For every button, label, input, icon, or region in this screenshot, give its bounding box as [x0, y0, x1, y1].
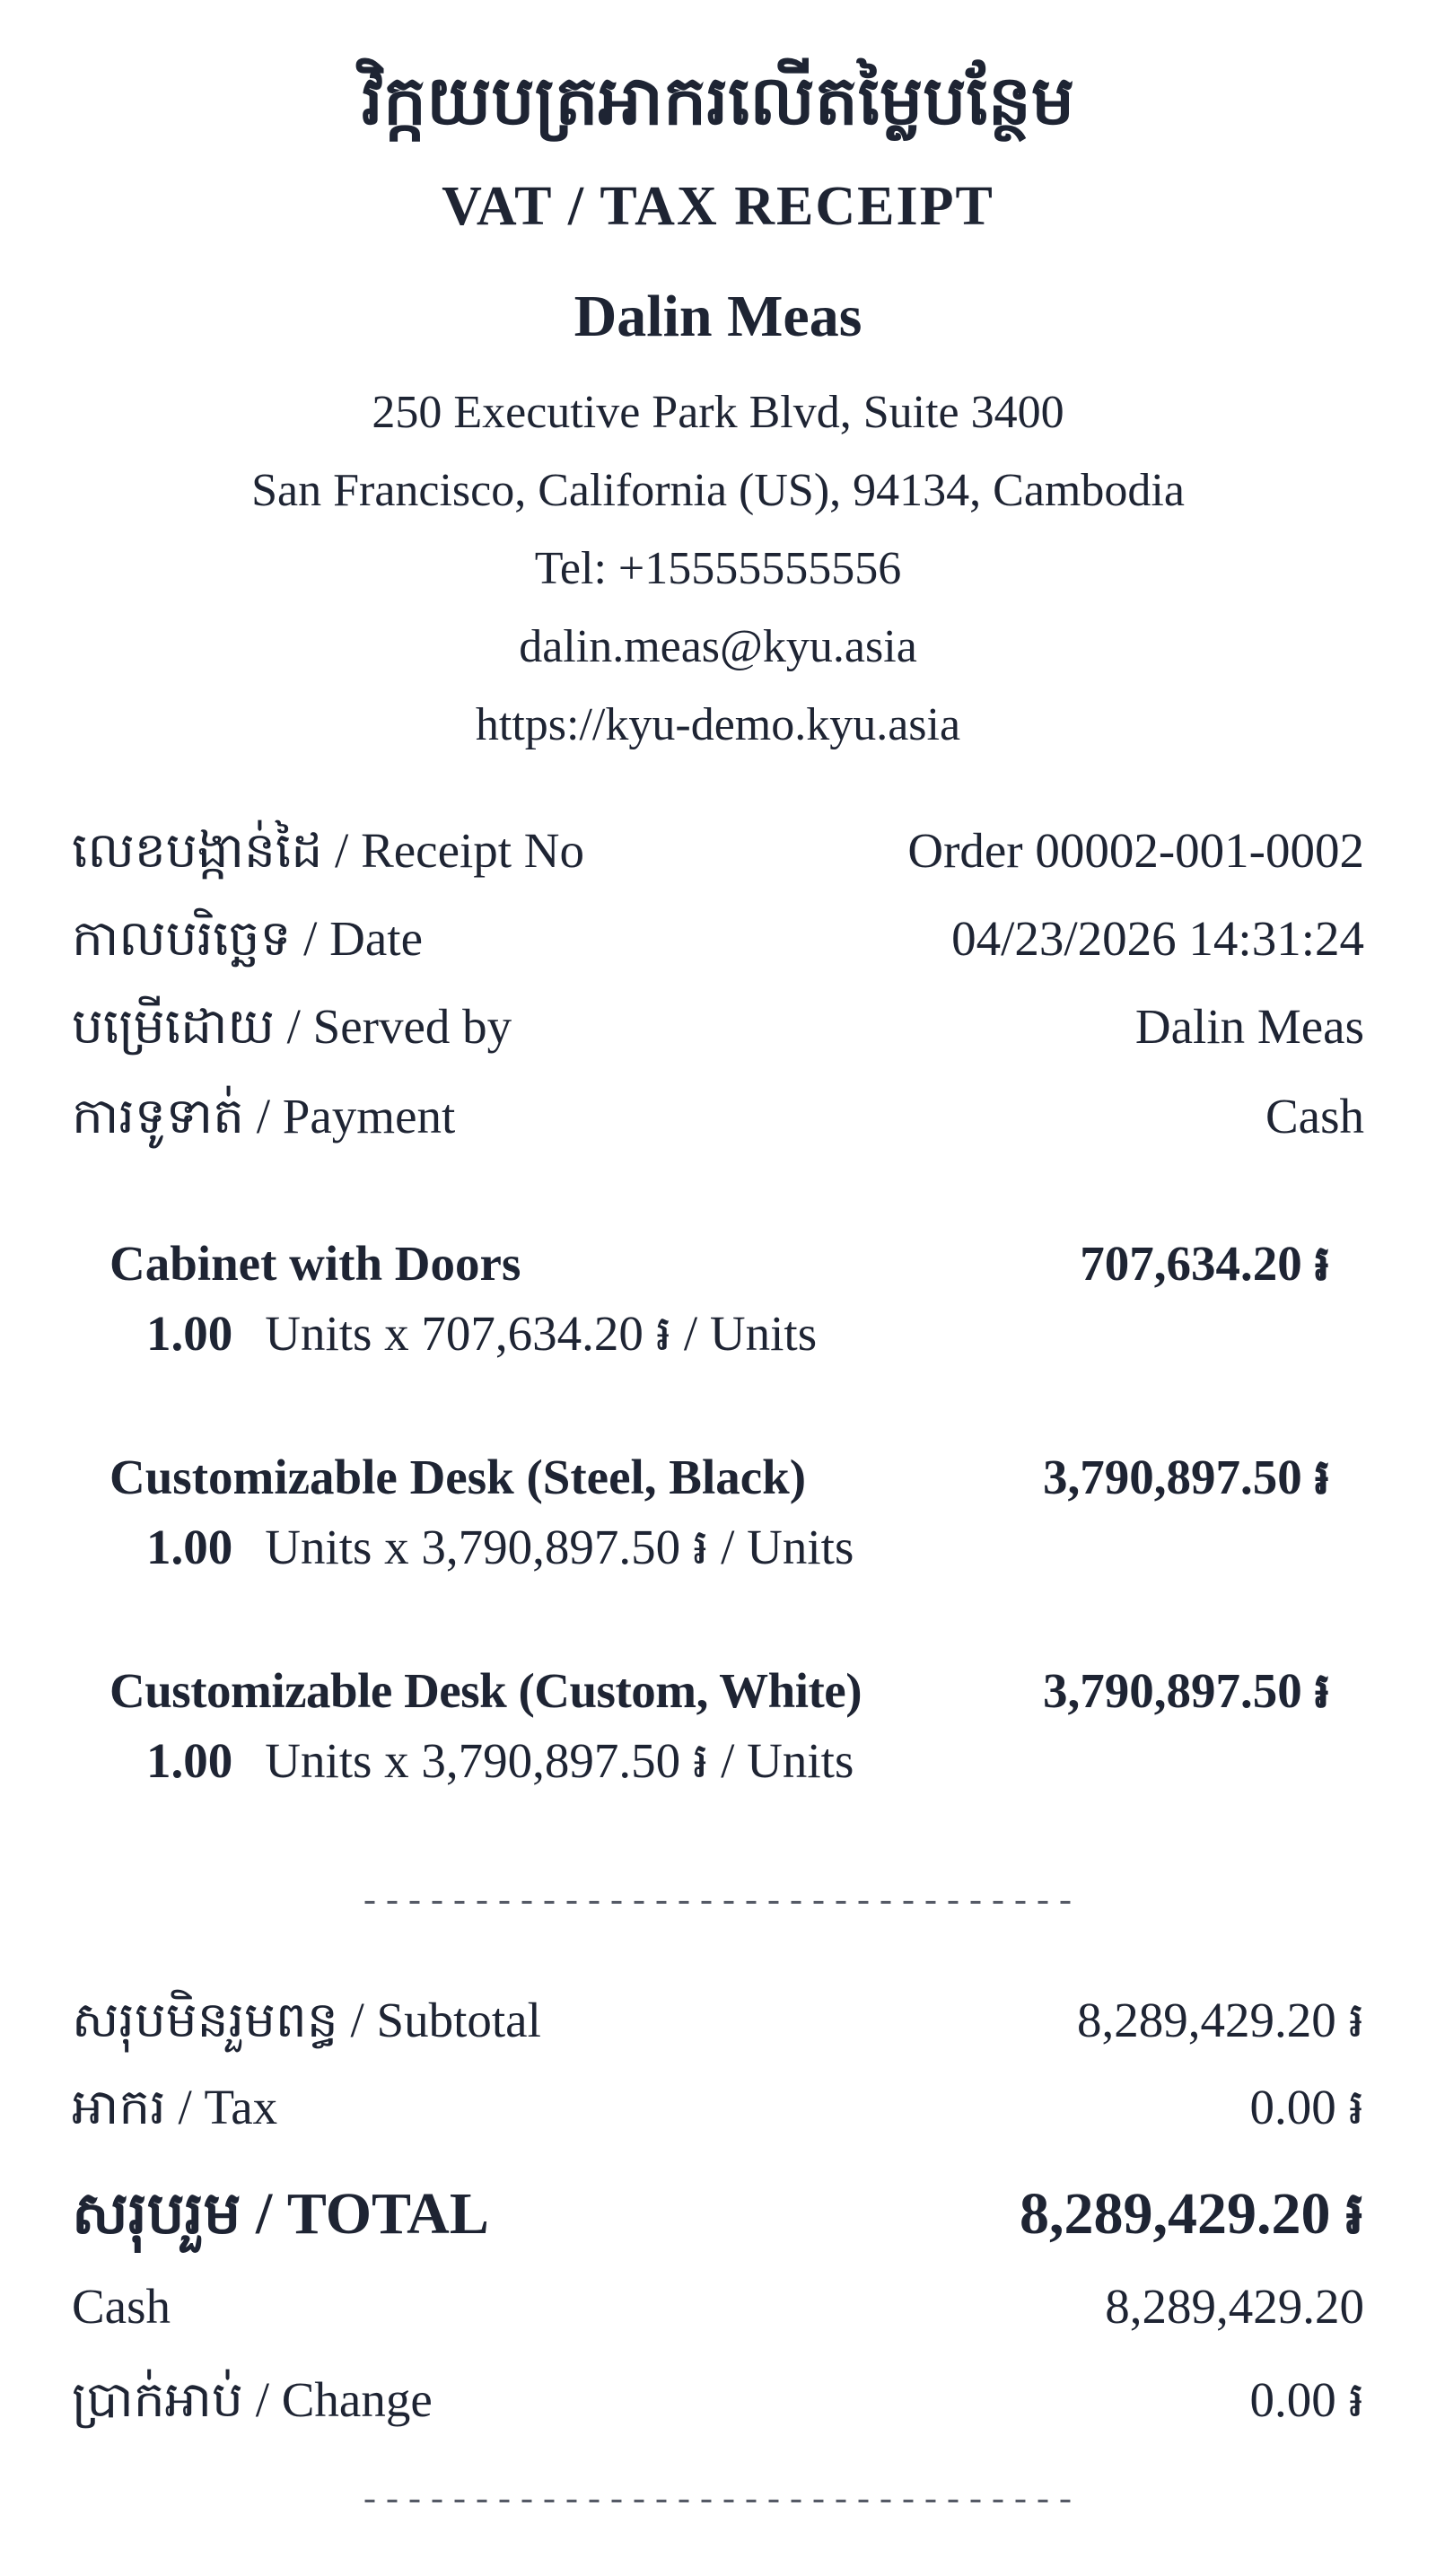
- served-by-label: បម្រើដោយ / Served by: [72, 999, 512, 1054]
- item-quantity: 1.00: [146, 1306, 233, 1361]
- receipt-number-label: លេខបង្កាន់ដៃ / Receipt No: [72, 823, 585, 878]
- item-total: 3,790,897.50 ៛: [1043, 1663, 1330, 1718]
- payment-value: Cash: [1265, 1089, 1364, 1143]
- date-row: [72, 907, 1364, 979]
- address-line-1: 250 Executive Park Blvd, Suite 3400: [372, 387, 1064, 438]
- item-name: Customizable Desk (Custom, White): [109, 1663, 862, 1718]
- payment-row: [72, 1084, 1364, 1157]
- item-detail: [146, 1515, 854, 1588]
- item-detail: [146, 1729, 854, 1801]
- item-unit-price: Units x 3,790,897.50 ៛ / Units: [265, 1520, 854, 1574]
- item-name: Cabinet with Doors: [109, 1236, 521, 1291]
- total-value: 8,289,429.20 ៛: [1020, 2181, 1364, 2247]
- subtotal-label: សរុបមិនរួមពន្ធ / Subtotal: [72, 1993, 541, 2047]
- divider: --------------------------------: [358, 1883, 1078, 1923]
- item-unit-price: Units x 707,634.20 ៛ / Units: [265, 1306, 818, 1361]
- line-item: [109, 1231, 1330, 1304]
- change-label: ប្រាក់អាប់ / Change: [72, 2372, 433, 2427]
- subtotal-row: [72, 1988, 1364, 2061]
- cash-value: 8,289,429.20: [1105, 2279, 1364, 2334]
- address-line-2: San Francisco, California (US), 94134, Cambodia: [251, 465, 1185, 516]
- cash-row: [72, 2278, 1364, 2335]
- change-row: [72, 2368, 1364, 2440]
- tax-label: អាករ / Tax: [72, 2080, 278, 2134]
- date-value: 04/23/2026 14:31:24: [951, 911, 1364, 966]
- website-url: https://kyu-demo.kyu.asia: [475, 699, 961, 750]
- phone-number: Tel: +15555555556: [534, 543, 902, 594]
- item-total: 707,634.20 ៛: [1080, 1236, 1330, 1291]
- subtotal-value: 8,289,429.20 ៛: [1077, 1993, 1364, 2047]
- item-unit-price: Units x 3,790,897.50 ៛ / Units: [265, 1733, 854, 1788]
- tax-value: 0.00 ៛: [1249, 2080, 1364, 2134]
- item-detail: [146, 1301, 817, 1374]
- receipt-number-value: Order 00002-001-0002: [907, 823, 1364, 878]
- total-row: [72, 2177, 1364, 2263]
- item-name: Customizable Desk (Steel, Black): [109, 1450, 807, 1504]
- receipt-title: VAT / TAX RECEIPT: [442, 176, 994, 237]
- payment-label: ការទូទាត់ / Payment: [72, 1089, 456, 1143]
- item-quantity: 1.00: [146, 1520, 233, 1574]
- served-by-value: Dalin Meas: [1134, 999, 1364, 1054]
- email-address: dalin.meas@kyu.asia: [519, 621, 917, 672]
- item-quantity: 1.00: [146, 1733, 233, 1788]
- total-label: សរុបរួម / TOTAL: [72, 2181, 489, 2247]
- item-total: 3,790,897.50 ៛: [1043, 1450, 1330, 1504]
- served-by-row: [72, 994, 1364, 1067]
- receipt-number-row: [72, 819, 1364, 891]
- change-value: 0.00 ៛: [1249, 2372, 1364, 2427]
- line-item: [109, 1445, 1330, 1518]
- company-name: Dalin Meas: [574, 284, 862, 349]
- cash-label: Cash: [72, 2279, 171, 2334]
- date-label: កាលបរិច្ឆេទ / Date: [72, 911, 423, 966]
- line-item: [109, 1659, 1330, 1731]
- tax-row: [72, 2075, 1364, 2148]
- receipt-title-khmer: វិក្កយបត្រអាករលើតម្លៃបន្ថែម: [361, 60, 1075, 140]
- divider: --------------------------------: [358, 2482, 1078, 2522]
